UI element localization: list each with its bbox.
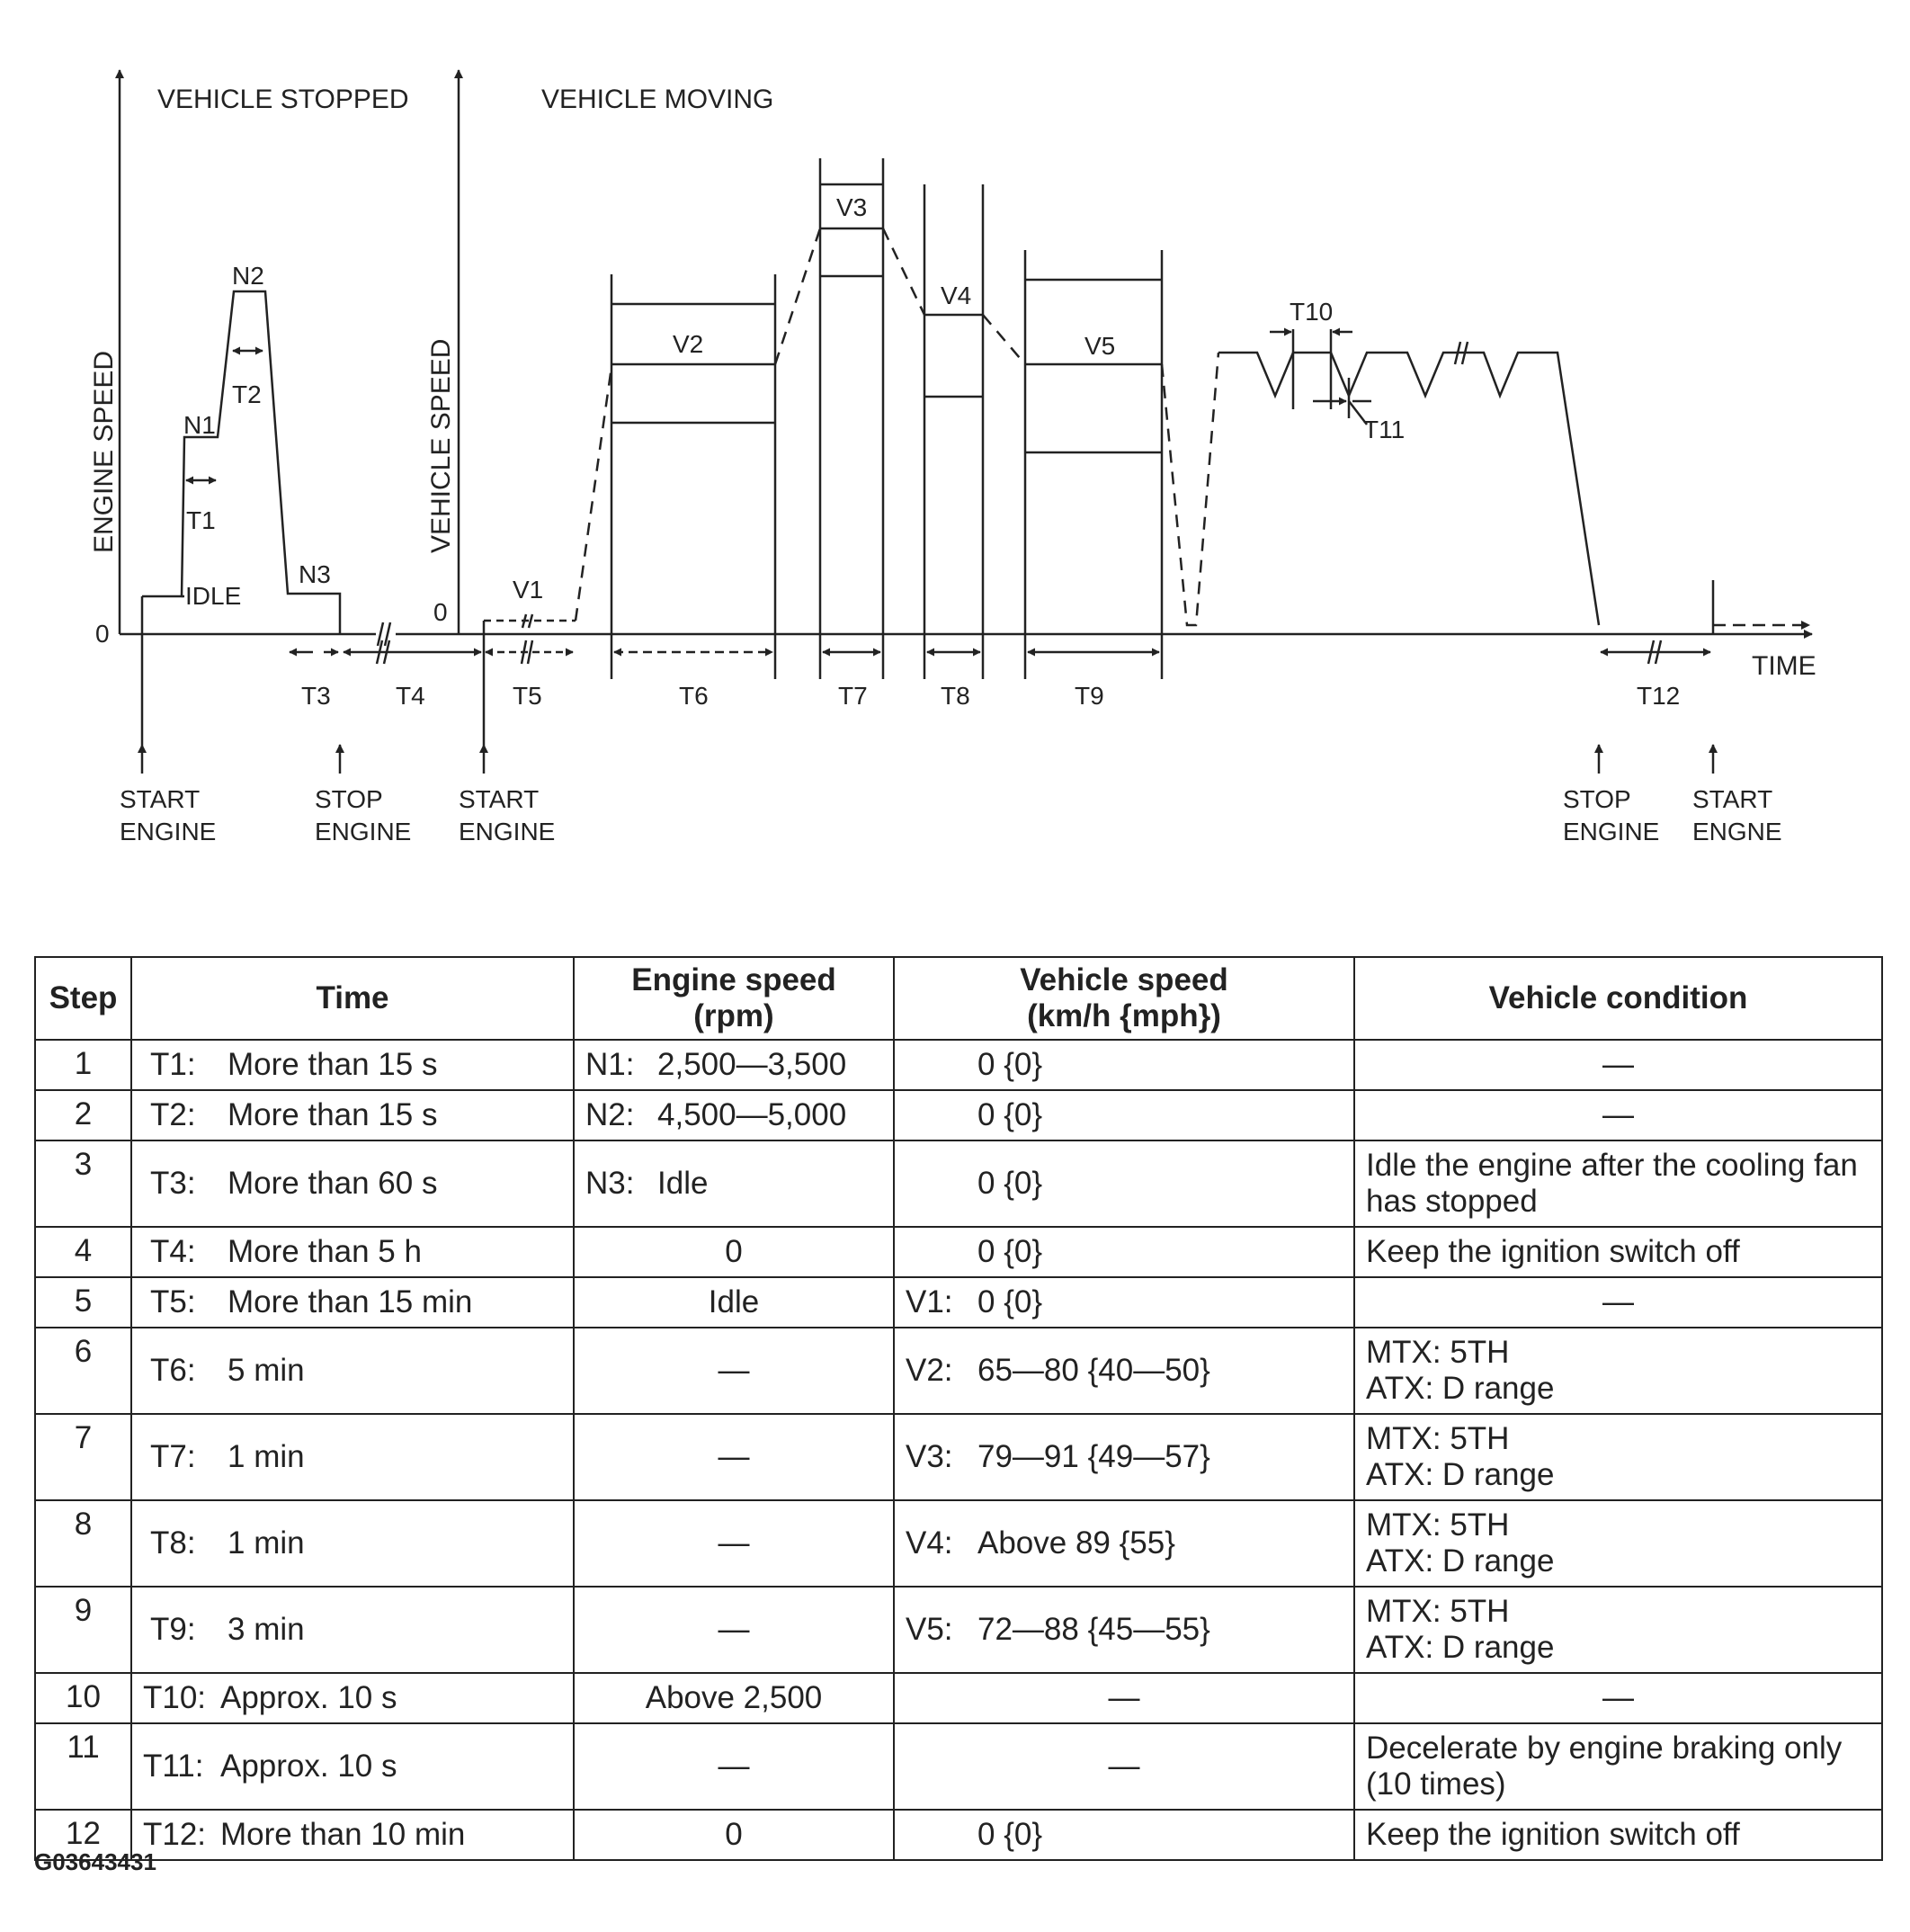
- cell-vehicle-condition: —: [1354, 1277, 1882, 1328]
- cell-step: 10: [35, 1673, 131, 1723]
- drive-cycle-diagram: [0, 0, 1910, 863]
- figure-id: G03643431: [34, 1848, 156, 1875]
- t5-label: T5: [513, 682, 542, 710]
- event-start-engine-2: START ENGINE: [459, 785, 556, 845]
- cell-time: T11: Approx. 10 s: [131, 1723, 574, 1810]
- cell-engine-speed: 0: [574, 1227, 894, 1277]
- cell-vehicle-condition: Decelerate by engine braking only (10 times): [1354, 1723, 1882, 1810]
- cell-time: T7: 1 min: [131, 1414, 574, 1500]
- table-row: [35, 1500, 1882, 1587]
- cell-vehicle-speed: 0 {0}: [894, 1040, 1354, 1090]
- idle-label: IDLE: [185, 582, 242, 610]
- cell-step: 9: [35, 1587, 131, 1673]
- cell-time: T12: More than 10 min: [131, 1810, 574, 1860]
- engine-zero-label: 0: [95, 620, 110, 648]
- cell-engine-speed: 0: [574, 1810, 894, 1860]
- table-row: [35, 1090, 1882, 1140]
- cell-time: T6: 5 min: [131, 1328, 574, 1414]
- cell-vehicle-condition: Keep the ignition switch off: [1354, 1227, 1882, 1277]
- cell-step: 11: [35, 1723, 131, 1810]
- time-axis-label: TIME: [1752, 651, 1816, 681]
- n3-label: N3: [299, 560, 331, 588]
- v4-label: V4: [941, 282, 972, 309]
- cell-step: 1: [35, 1040, 131, 1090]
- cell-time: T8: 1 min: [131, 1500, 574, 1587]
- v2-label: V2: [673, 330, 704, 358]
- event-start-engine-3: START ENGNE: [1692, 785, 1782, 845]
- cell-vehicle-speed: 0 {0}: [894, 1227, 1354, 1277]
- t6-label: T6: [679, 682, 709, 710]
- cell-time: T4: More than 5 h: [131, 1227, 574, 1277]
- cell-vehicle-condition: —: [1354, 1090, 1882, 1140]
- event-start-engine-1: START ENGINE: [120, 785, 217, 845]
- cell-vehicle-speed: —: [894, 1673, 1354, 1723]
- table-row: [35, 1587, 1882, 1673]
- cell-vehicle-condition: Idle the engine after the cooling fan has stopped: [1354, 1140, 1882, 1227]
- table-row: [35, 1414, 1882, 1500]
- engine-speed-axis-label: ENGINE SPEED: [89, 350, 119, 553]
- cell-time: T5: More than 15 min: [131, 1277, 574, 1328]
- cell-vehicle-condition: MTX: 5TH ATX: D range: [1354, 1500, 1882, 1587]
- cell-vehicle-condition: MTX: 5TH ATX: D range: [1354, 1587, 1882, 1673]
- cell-vehicle-speed: 0 {0}: [894, 1090, 1354, 1140]
- t4-label: T4: [396, 682, 425, 710]
- header-vehicle-condition: Vehicle condition: [1354, 957, 1882, 1040]
- zigzag-profile: [1218, 353, 1599, 625]
- cell-vehicle-speed: V3: 79—91 {49—57}: [894, 1414, 1354, 1500]
- cell-vehicle-condition: MTX: 5TH ATX: D range: [1354, 1328, 1882, 1414]
- table-row: [35, 1673, 1882, 1723]
- cell-vehicle-condition: Keep the ignition switch off: [1354, 1810, 1882, 1860]
- v3-label: V3: [836, 193, 868, 221]
- event-stop-engine-1: STOP ENGINE: [315, 785, 412, 845]
- cell-step: 4: [35, 1227, 131, 1277]
- vehicle-zero-label: 0: [433, 598, 448, 626]
- t3-label: T3: [301, 682, 331, 710]
- header-vehicle-speed: Vehicle speed (km/h {mph}): [894, 957, 1354, 1040]
- cell-step: 6: [35, 1328, 131, 1414]
- cell-time: T9: 3 min: [131, 1587, 574, 1673]
- t2-label: T2: [232, 380, 262, 408]
- cell-vehicle-speed: 0 {0}: [894, 1140, 1354, 1227]
- table-row: [35, 1810, 1882, 1860]
- cell-step: 8: [35, 1500, 131, 1587]
- header-step: Step: [35, 957, 131, 1040]
- cell-engine-speed: —: [574, 1587, 894, 1673]
- table-row: [35, 1328, 1882, 1414]
- cell-vehicle-speed: V4: Above 89 {55}: [894, 1500, 1354, 1587]
- v1-label: V1: [513, 576, 544, 604]
- table-row: [35, 1277, 1882, 1328]
- t1-label: T1: [186, 506, 216, 534]
- cell-engine-speed: —: [574, 1723, 894, 1810]
- table-row: [35, 1140, 1882, 1227]
- t11-label: T11: [1363, 416, 1406, 443]
- cell-step: 7: [35, 1414, 131, 1500]
- table-row: [35, 1227, 1882, 1277]
- vehicle-speed-axis-label: VEHICLE SPEED: [426, 338, 456, 553]
- cell-vehicle-condition: —: [1354, 1040, 1882, 1090]
- n1-label: N1: [183, 411, 216, 439]
- label-vehicle-moving: VEHICLE MOVING: [541, 85, 774, 114]
- event-stop-engine-2: STOP ENGINE: [1563, 785, 1660, 845]
- cell-step: 3: [35, 1140, 131, 1227]
- t8-label: T8: [941, 682, 970, 710]
- cell-vehicle-condition: —: [1354, 1673, 1882, 1723]
- cell-vehicle-speed: V1: 0 {0}: [894, 1277, 1354, 1328]
- header-engine-speed: Engine speed (rpm): [574, 957, 894, 1040]
- t9-label: T9: [1075, 682, 1104, 710]
- cell-vehicle-speed: V5: 72—88 {45—55}: [894, 1587, 1354, 1673]
- cell-step: 2: [35, 1090, 131, 1140]
- cell-vehicle-speed: —: [894, 1723, 1354, 1810]
- cell-step: 12: [35, 1810, 131, 1860]
- t12-label: T12: [1637, 682, 1681, 710]
- cell-step: 5: [35, 1277, 131, 1328]
- t7-label: T7: [838, 682, 868, 710]
- cell-engine-speed: Above 2,500: [574, 1673, 894, 1723]
- cell-time: T10: Approx. 10 s: [131, 1673, 574, 1723]
- cell-engine-speed: N3: Idle: [574, 1140, 894, 1227]
- cell-vehicle-condition: MTX: 5TH ATX: D range: [1354, 1414, 1882, 1500]
- header-time: Time: [131, 957, 574, 1040]
- cell-engine-speed: Idle: [574, 1277, 894, 1328]
- cell-time: T1: More than 15 s: [131, 1040, 574, 1090]
- cell-engine-speed: —: [574, 1414, 894, 1500]
- t10-label: T10: [1290, 298, 1334, 326]
- cell-engine-speed: —: [574, 1328, 894, 1414]
- v5-label: V5: [1084, 332, 1116, 360]
- n2-label: N2: [232, 262, 264, 290]
- cell-time: T2: More than 15 s: [131, 1090, 574, 1140]
- cell-time: T3: More than 60 s: [131, 1140, 574, 1227]
- drive-cycle-spec-table: [34, 956, 1883, 1861]
- label-vehicle-stopped: VEHICLE STOPPED: [157, 85, 409, 114]
- cell-engine-speed: N1: 2,500—3,500: [574, 1040, 894, 1090]
- cell-engine-speed: N2: 4,500—5,000: [574, 1090, 894, 1140]
- table-row: [35, 1040, 1882, 1090]
- table-header-row: [35, 957, 1882, 1040]
- cell-vehicle-speed: V2: 65—80 {40—50}: [894, 1328, 1354, 1414]
- cell-vehicle-speed: 0 {0}: [894, 1810, 1354, 1860]
- cell-engine-speed: —: [574, 1500, 894, 1587]
- table-row: [35, 1723, 1882, 1810]
